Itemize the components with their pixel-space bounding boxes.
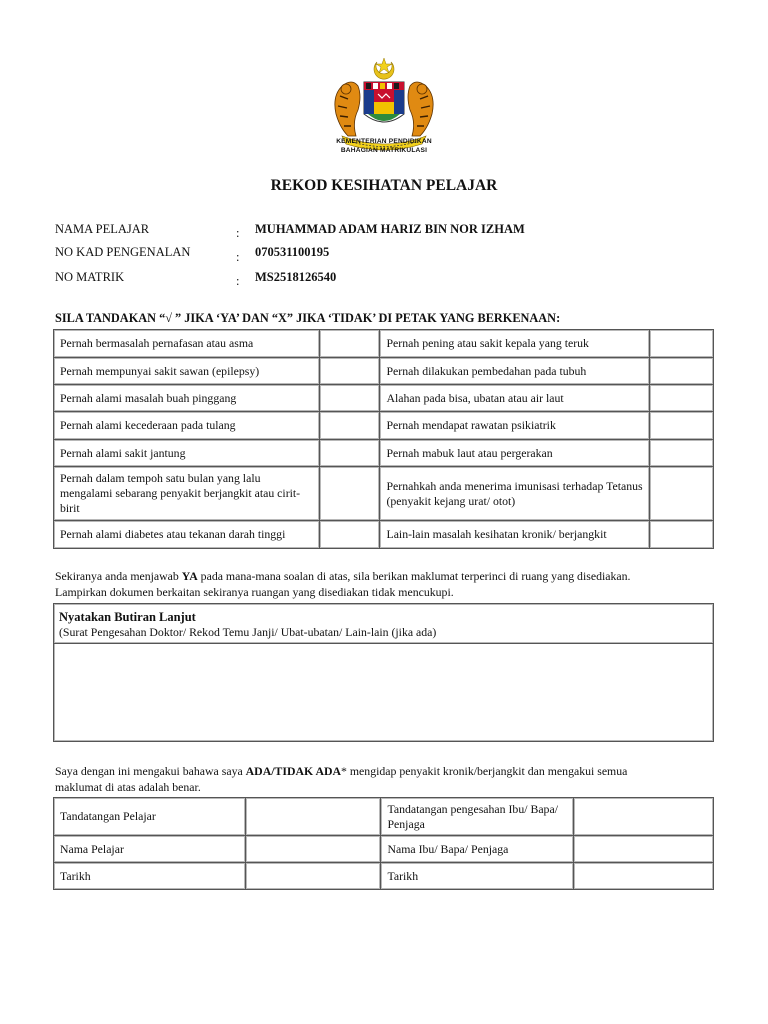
student-date-field[interactable]	[245, 863, 381, 890]
answer-checkbox[interactable]	[319, 358, 380, 385]
question-label: Pernah mendapat rawatan psikiatrik	[380, 412, 650, 440]
student-date-label: Tarikh	[54, 863, 246, 890]
declaration-text	[55, 764, 715, 795]
ic-number-label: NO KAD PENGENALAN	[55, 245, 191, 259]
details-title: Nyatakan Butiran Lanjut	[59, 610, 196, 624]
answer-checkbox[interactable]	[650, 440, 714, 467]
parent-date-field[interactable]	[574, 863, 714, 890]
note-text-1: Sekiranya anda menjawab	[55, 569, 182, 583]
answer-checkbox[interactable]	[319, 385, 380, 412]
details-box	[53, 603, 714, 742]
ic-number-value: 070531100195	[255, 245, 330, 259]
parent-name-field[interactable]	[574, 836, 714, 863]
note-ya: YA	[181, 569, 198, 583]
table-row	[54, 412, 714, 440]
question-label: Pernah bermasalah pernafasan atau asma	[54, 330, 320, 358]
health-questions-table	[53, 329, 714, 549]
declaration-text-1: Saya dengan ini mengakui bahawa saya	[55, 764, 246, 778]
details-input-area[interactable]	[54, 644, 713, 740]
question-label: Pernah alami sakit jantung	[54, 440, 320, 467]
question-label: Pernah alami diabetes atau tekanan darah tinggi	[54, 521, 320, 549]
table-row	[54, 385, 714, 412]
answer-checkbox[interactable]	[319, 412, 380, 440]
matric-number-colon: :	[236, 274, 240, 288]
student-name-label: NAMA PELAJAR	[55, 222, 150, 236]
table-row	[54, 836, 714, 863]
student-signature-field[interactable]	[245, 798, 381, 836]
parent-name-field-label: Nama Ibu/ Bapa/ Penjaga	[381, 836, 574, 863]
answer-checkbox[interactable]	[319, 521, 380, 549]
answer-checkbox[interactable]	[650, 385, 714, 412]
question-label: Pernah pening atau sakit kepala yang teruk	[380, 330, 650, 358]
answer-checkbox[interactable]	[650, 330, 714, 358]
table-row	[54, 521, 714, 549]
matric-number-label: NO MATRIK	[55, 270, 125, 284]
answer-checkbox[interactable]	[650, 521, 714, 549]
details-subtitle: (Surat Pengesahan Doktor/ Rekod Temu Janji/ Ubat-ubatan/ Lain-lain (jika ada)	[59, 625, 437, 639]
answer-checkbox[interactable]	[650, 412, 714, 440]
question-label: Pernah alami masalah buah pinggang	[54, 385, 320, 412]
question-label: Pernah mabuk laut atau pergerakan	[380, 440, 650, 467]
matric-number-value: MS2518126540	[255, 270, 337, 284]
details-instruction	[55, 569, 715, 600]
table-row	[54, 330, 714, 358]
parent-date-label: Tarikh	[381, 863, 574, 890]
signature-table	[53, 797, 714, 890]
answer-checkbox[interactable]	[319, 440, 380, 467]
question-label: Pernah alami kecederaan pada tulang	[54, 412, 320, 440]
student-name-colon: :	[236, 226, 240, 240]
question-label: Pernahkah anda menerima imunisasi terhadap Tetanus (penyakit kejang urat/ otot)	[380, 467, 650, 521]
answer-checkbox[interactable]	[650, 467, 714, 521]
student-name-field-label: Nama Pelajar	[54, 836, 246, 863]
table-row	[54, 358, 714, 385]
student-name-value: MUHAMMAD ADAM HARIZ BIN NOR IZHAM	[255, 222, 525, 236]
table-row	[54, 440, 714, 467]
parent-signature-label: Tandatangan pengesahan Ibu/ Bapa/ Penjaga	[381, 798, 574, 836]
declaration-text-2: * mengidap penyakit kronik/berjangkit dan mengakui semua	[341, 764, 628, 778]
parent-signature-field[interactable]	[574, 798, 714, 836]
ministry-name	[290, 137, 478, 155]
answer-checkbox[interactable]	[650, 358, 714, 385]
table-row	[54, 798, 714, 836]
question-label: Pernah dalam tempoh satu bulan yang lalu mengalami sebarang penyakit berjangkit atau cirit-birit	[54, 467, 320, 521]
table-row	[54, 863, 714, 890]
question-label: Lain-lain masalah kesihatan kronik/ berjangkit	[380, 521, 650, 549]
document-title: REKOD KESIHATAN PELAJAR	[270, 177, 498, 194]
declaration-line-2: maklumat di atas adalah benar.	[55, 779, 201, 794]
ministry-line-1: KEMENTERIAN PENDIDIKAN	[336, 138, 432, 145]
tick-instruction: SILA TANDAKAN “√ ” JIKA ‘YA’ DAN “X” JIKA ‘TIDAK’ DI PETAK YANG BERKENAAN:	[55, 311, 561, 325]
question-label: Pernah dilakukan pembedahan pada tubuh	[380, 358, 650, 385]
declaration-bold: ADA/TIDAK ADA	[245, 764, 342, 778]
ic-number-colon: :	[236, 250, 240, 264]
question-label: Alahan pada bisa, ubatan atau air laut	[380, 385, 650, 412]
note-line-2: Lampirkan dokumen berkaitan sekiranya ruangan yang disediakan tidak mencukupi.	[55, 584, 454, 599]
answer-checkbox[interactable]	[319, 330, 380, 358]
student-name-field[interactable]	[245, 836, 381, 863]
note-text-2: pada mana-mana soalan di atas, sila berikan maklumat terperinci di ruang yang disediakan.	[197, 569, 631, 583]
student-signature-label: Tandatangan Pelajar	[54, 798, 246, 836]
question-label: Pernah mempunyai sakit sawan (epilepsy)	[54, 358, 320, 385]
details-header	[54, 604, 713, 644]
table-row	[54, 467, 714, 521]
answer-checkbox[interactable]	[319, 467, 380, 521]
ministry-line-2: BAHAGIAN MATRIKULASI	[340, 147, 428, 154]
